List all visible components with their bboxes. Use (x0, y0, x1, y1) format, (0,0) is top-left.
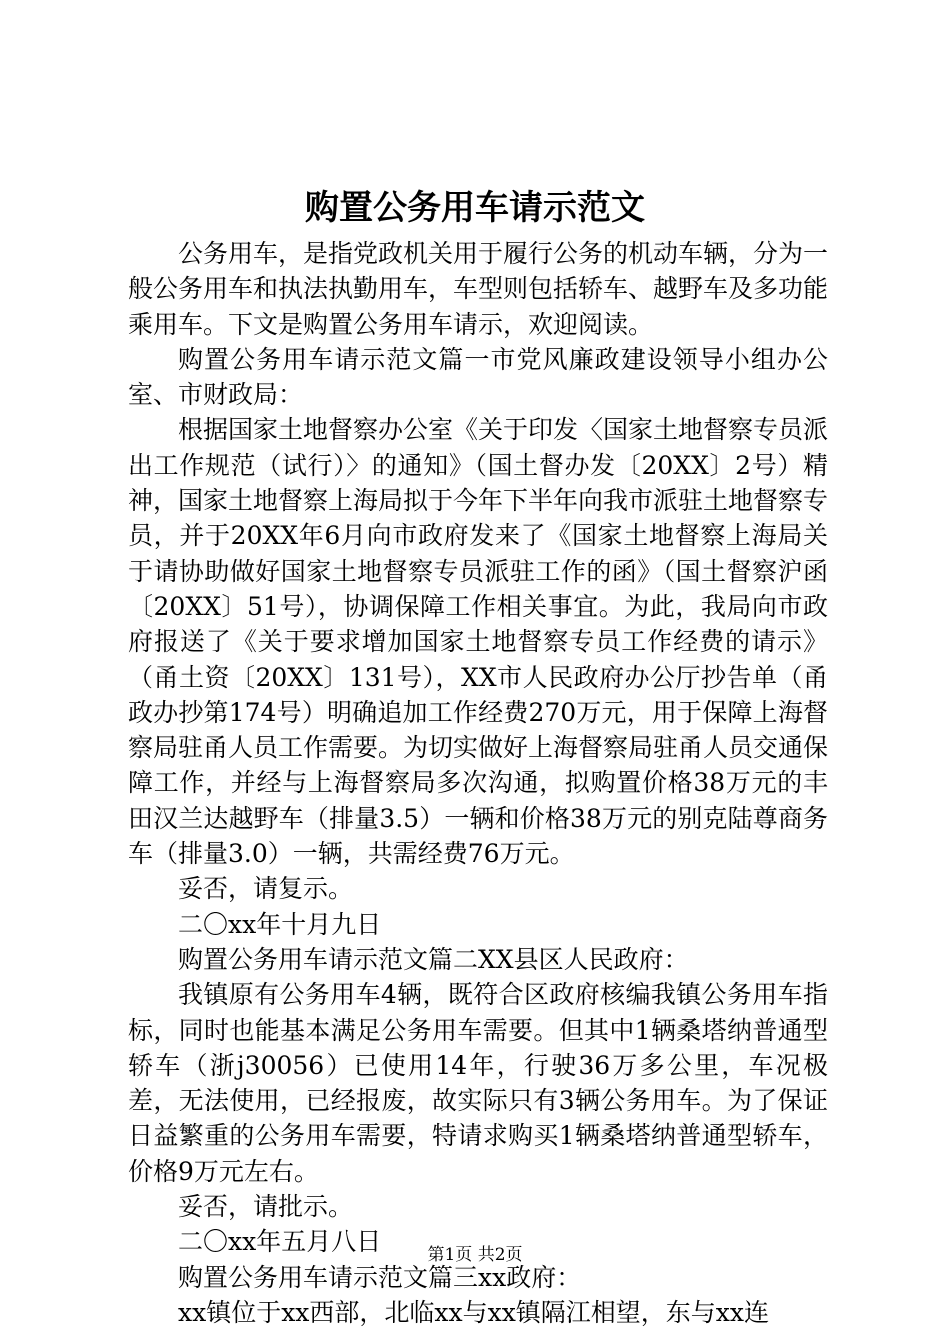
paragraph-closing-1: 妥否，请复示。 (178, 874, 354, 904)
paragraph-request-2: 我镇原有公务用车4辆，既符合区政府核编我镇公务用车指标，同时也能基本满足公务用车需要。但其中1辆桑塔纳普通型轿车（浙j30056）已使用14年，行驶36万多公里，车况极差，无法使用，已经报废，故实际只有3辆公务用车。为了保证日益繁重的公务用车需要，特请求购买1辆桑塔纳普通型轿车，价格9万元左右。 (128, 980, 828, 1186)
paragraph-request-3: xx镇位于xx西部，北临xx与xx镇隔江相望，东与xx连 (178, 1297, 769, 1327)
paragraph-addressee-1: 购置公务用车请示范文篇一市党风廉政建设领导小组办公室、市财政局： (128, 344, 828, 410)
page-footer: 第1页 共2页 (427, 1245, 523, 1265)
paragraph-addressee-2: 购置公务用车请示范文篇二XX县区人民政府： (178, 944, 689, 974)
paragraph-intro: 公务用车，是指党政机关用于履行公务的机动车辆，分为一般公务用车和执法执勤用车，车型则包括轿车、越野车及多功能乘用车。下文是购置公务用车请示，欢迎阅读。 (128, 239, 829, 339)
paragraph-date-2: 二〇xx年五月八日 (178, 1227, 382, 1257)
paragraph-addressee-3: 购置公务用车请示范文篇三xx政府： (178, 1262, 582, 1292)
paragraph-date-1: 二〇xx年十月九日 (178, 909, 382, 939)
paragraph-request-1: 根据国家土地督察办公室《关于印发〈国家土地督察专员派出工作规范（试行）〉的通知》（国土督办发〔20XX〕2号）精神，国家土地督察上海局拟于今年下半年向我市派驻土地督察专员，并于20XX年6月向市政府发来了《国家土地督察上海局关于请协助做好国家土地督察专员派驻工作的函》（国土督察沪函〔20XX〕51号），协调保障工作相关事宜。为此，我局向市政府报送了《关于要求增加国家土地督察专员工作经费的请示》（甬土资〔20XX〕131号），XX市人民政府办公厅抄告单（甬政办抄第174号）明确追加工作经费270万元，用于保障上海督察局驻甬人员工作需要。为切实做好上海督察局驻甬人员交通保障工作，并经与上海督察局多次沟通，拟购置价格38万元的丰田汉兰达越野车（排量3.5）一辆和价格38万元的别克陆尊商务车（排量3.0）一辆，共需经费76万元。 (128, 415, 829, 869)
paragraph-closing-2: 妥否，请批示。 (178, 1192, 354, 1222)
document-title: 购置公务用车请示范文 (305, 188, 645, 228)
document-body (128, 236, 828, 1330)
